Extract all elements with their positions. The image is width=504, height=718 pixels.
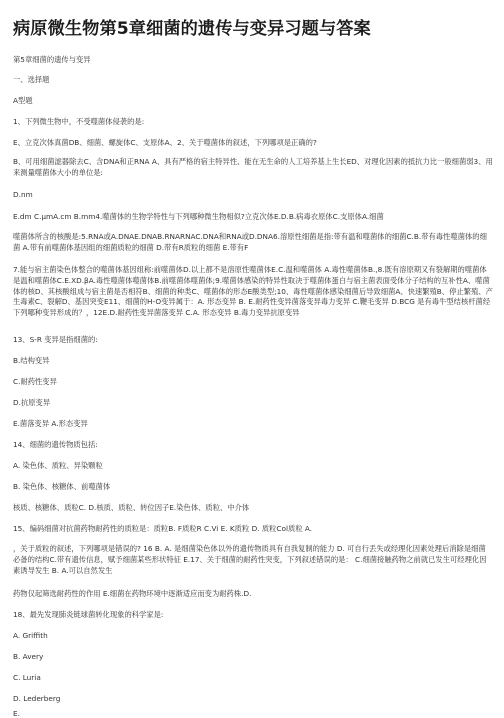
document-title: 病原微生物第5章细菌的遗传与变异习题与答案	[13, 19, 371, 39]
option-line: B.结构变异	[13, 356, 50, 365]
option-line: E.菌落变异 A.形态变异	[13, 419, 88, 428]
question-line: 14、细菌的遗传物质包括:	[13, 440, 98, 449]
answer-line: D.nm	[13, 190, 33, 199]
question-paragraph: ，关于质粒的叙述，下列哪项是错误的? 16 B. A. 是细菌染色体以外的遗传物质具有自我复制的能力 D. 可自行丢失或经理化因素处理后消除是细菌必备的结构C.带有遗传信息，赋予细菌某些形状特征 E.17、关于细菌的耐药性突变，下列叙述错误的是： C.细菌接触药物之前就已发生可经理化因素诱导发生 B. A.可以自然发生	[13, 544, 487, 575]
question-line: 13、S-R 变异是指细菌的:	[13, 335, 98, 344]
option-line: B. Avery	[13, 652, 44, 661]
question-paragraph: 7.能与宿主菌染色体整合的噬菌体基因组称:前噬菌体D.以上都不是溶原性噬菌体E.C.温和噬菌体 A.毒性噬菌体B.,8.既有溶原期又有裂解期的噬菌体是温和噬菌体C.E.XD.βA.毒性噬菌体噬菌体B.前噬菌体噬菌体;9.噬菌体感染的特异性取决于噬菌体蛋白与宿主菌表面受体分子结构的互补性A、噬菌体的核D、其核酸组成与宿主菌是否相符B、细菌的种类C、噬菌体的形态E酸类型;10、毒性噬菌体感染细菌后导致细菌A、快速繁殖B、停止繁殖、产生毒素C、裂解D、基因突变E11、细菌的H-O变异属于：A. 形态变异 B. E.耐药性变异菌落变异毒力变异 C.鞭毛变异 D.BCG 是有毒牛型结核杆菌经下列哪种变异形成的？，12E.D.耐药性变异菌落变异 C.A. 形态变异 B.毒力变异抗原变异	[13, 265, 493, 318]
question-paragraph: B、可用细菌滤器除去C、含DNA和正RNA A、具有严格的宿主特异性、能在无生命的人工培养基上生长ED、对理化因素的抵抗力比一般细菌弱3、用来测量噬菌体大小的单位是:	[13, 157, 493, 177]
question-type-heading: A型题	[13, 96, 33, 105]
question-line: 18、最先发现肺炎链球菌转化现象的科学家是:	[13, 610, 164, 619]
option-line: 药物仅起筛选耐药性的作用 E.细菌在药物环境中逐渐适应而变为耐药株.D.	[13, 589, 252, 598]
option-line: A. 染色体、质粒、异染颗粒	[13, 461, 103, 470]
option-line: B. 染色体、核糖体、前噬菌体	[13, 482, 111, 491]
question-paragraph: 噬菌体所含的核酸是:5.RNA或A.DNAE.DNAB.RNARNAC.DNA和RNA或D.DNA6.溶原性细菌是指:带有温和噬菌体的细菌C.B.带有毒性噬菌体的细菌 A.带有前噬菌体基因组的细菌质粒的细菌 D.带有R质粒的细菌 E.带有F	[13, 232, 487, 252]
option-line: A. Griffith	[13, 631, 48, 640]
question-line: 15、编码细菌对抗菌药物耐药性的质粒是：质粒B. F质粒R C.Vi E. K质粒 D. 质粒Col质粒 A.	[13, 524, 313, 533]
chapter-subtitle: 第5章细菌的遗传与变异	[13, 55, 91, 64]
section-heading: 一、选择题	[13, 75, 50, 84]
question-line: 1、下列微生物中，不受噬菌体侵袭的是:	[13, 117, 145, 126]
question-line: E.dm C.μmA.cm B.mm4.噬菌体的生物学特性与下列哪种微生物相似?立克次体E.D.B.病毒衣原体C.支原体A.细菌	[13, 212, 384, 221]
option-line: C. Luria	[13, 673, 41, 682]
option-line: E.	[13, 709, 20, 718]
question-line: E、立克次体真菌DB、细菌、螺旋体C、支原体A、2、关于噬菌体的叙述，下列哪项是正确的?	[13, 138, 317, 147]
option-line: D.抗原变异	[13, 398, 51, 407]
option-line: 核质、核糖体、质粒C. D.核质、质粒、转位因子E.染色体、质粒、中介体	[13, 503, 250, 512]
option-line: C.耐药性变异	[13, 377, 57, 386]
option-line: D. Lederberg	[13, 694, 61, 703]
